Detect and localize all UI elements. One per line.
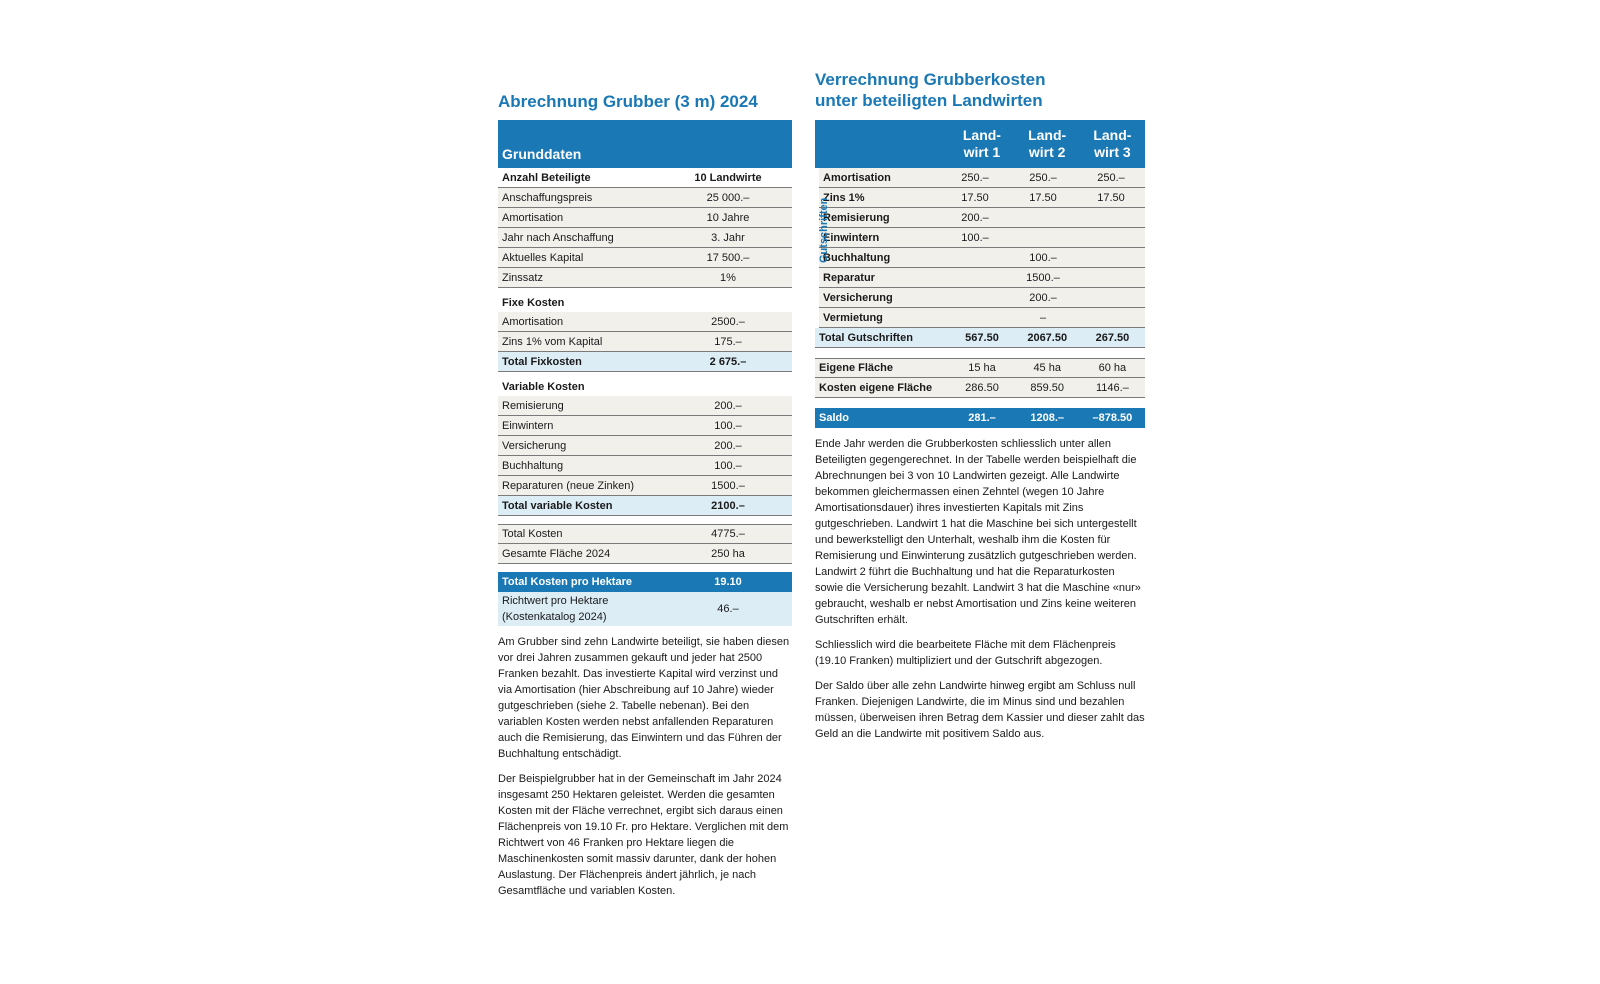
cost-table [498,120,792,908]
row-value: 100.– [714,419,742,432]
vertical-label: Gutschriften [818,197,830,263]
table-row [498,544,792,564]
row-label: Total variable Kosten [502,499,613,512]
column-header: Land- wirt 2 [1028,127,1067,160]
table-row [498,436,792,456]
richtwert-row [498,592,792,626]
table-row [498,188,792,208]
row-label: Buchhaltung [502,459,564,472]
right-title [815,69,1046,111]
left-paragraph-2: Der Beispielgrubber hat in der Gemeinschaft im Jahr 2024 insgesamt 250 Hektaren geleistet. Werden die gesamten Kosten mit der Fläche verrechnet, ergibt sich daraus einen Flächenpreis von 19.10 Fr. pro Hektare. Verglichen mit dem Richtwert von 46 Franken pro Hektare liegen die Maschinenkosten somit massiv darunter, dank der hohen Auslastung. Der Flächenpreis ändert jährlich, je nach Gesamtfläche und variablen Kosten. [498,773,789,897]
table-row: Zins 1% 17.50 17.50 17.50 [819,188,1145,208]
row-value: 2 675.– [709,355,747,368]
row-label: Amortisation [502,315,564,328]
table-row [498,416,792,436]
right-title-line1: Verrechnung Grubberkosten [815,70,1046,89]
section-title-fixe: Fixe Kosten [502,297,565,309]
right-paragraph-2: Schliesslich wird die bearbeitete Fläche mit dem Flächenpreis (19.10 Franken) multipliziert und der Gutschrift abgezogen. [815,639,1116,667]
table-row: Versicherung 200.– [819,288,1145,308]
row-label: Zins 1% vom Kapital [502,335,603,348]
row-value: 10 Landwirte [694,171,762,184]
credits-block [815,168,1145,328]
row-label: Total Kosten [502,528,563,540]
row-value: 19.10 [714,576,742,588]
table-row [498,476,792,496]
table-row: Vermietung – [819,308,1145,328]
table-row [498,312,792,332]
row-value: 100.– [714,459,742,472]
row-label: Gesamte Fläche 2024 [502,547,611,560]
hectare-total-row [498,572,792,592]
area-cost-row: Kosten eigene Fläche 286.50 859.50 1146.– [815,378,1145,398]
row-label: Total Fixkosten [502,355,582,368]
table-row [498,268,792,288]
row-label: Anzahl Beteiligte [502,171,591,184]
table-row [498,208,792,228]
table-row [498,524,792,544]
row-value: 46.– [717,603,739,615]
left-paragraph-1: Am Grubber sind zehn Landwirte beteiligt, sie haben diesen vor drei Jahren zusammen gekauft und jeder hat 2500 Franken bezahlt. Das investierte Kapital wird verzinst und via Amortisation (hier Abschreibung auf 10 Jahre) wieder gutgeschrieben (siehe 2. Tabelle nebenan). Bei den variablen Kosten werden nebst anfallenden Reparaturen auch die Remisierung, das Einwintern und das Führen der Buchhaltung entschädigt. [498,636,790,760]
right-title-line2: unter beteiligten Landwirten [815,91,1043,110]
section-title-variable: Variable Kosten [502,381,585,393]
row-value: 200.– [714,399,742,412]
row-label: Anschaffungspreis [502,191,593,204]
table-header [815,120,1145,168]
row-value: 1500.– [711,479,745,492]
saldo-row: Saldo 281.– 1208.– –878.50 [815,408,1145,428]
column-header: Land- wirt 1 [962,127,1001,160]
column-header: Land- wirt 3 [1093,127,1132,160]
row-label: Reparaturen (neue Zinken) [502,479,635,492]
table-row [498,456,792,476]
row-value: 3. Jahr [711,231,745,244]
table-row [498,168,792,188]
allocation-table [815,120,1145,751]
row-value: 175.– [714,335,742,348]
row-value: 25 000.– [706,191,750,204]
total-row [498,352,792,372]
table-row [498,248,792,268]
row-value: 10 Jahre [706,211,750,224]
row-value: 250 ha [711,547,745,560]
right-paragraph-1: Ende Jahr werden die Grubberkosten schliesslich unter allen Beteiligten gegengerechnet. In der Tabelle werden beispielhaft die Abrechnungen bei 3 von 10 Landwirten gezeigt. Alle Landwirte bekommen gleichermassen einen Zehntel (wegen 10 Jahre Amortisationsdauer) ihres investierten Kapitals mit Zins gutgeschrieben. Landwirt 1 hat die Maschine bei sich untergestellt und bewerkstelligt den Unterhalt, weshalb ihm die Kosten für Remisierung und Einwinterung zusätzlich gutgeschrieben werden. Landwirt 2 führt die Buchhaltung und hat die Reparaturkosten sowie die Versicherung bezahlt. Landwirt 3 hat die Maschine «nur» gebraucht, weshalb er nebst Amortisation und Zins keine weiteren Gutschriften erhält. [815,438,1141,626]
table-row: Reparatur 1500.– [819,268,1145,288]
area-row: Eigene Fläche 15 ha 45 ha 60 ha [815,358,1145,378]
row-value: 2100.– [711,499,745,512]
row-value: 17 500.– [706,251,750,264]
row-label: Total Kosten pro Hektare [502,576,632,588]
row-label: Einwintern [502,419,554,432]
total-credits-row: Total Gutschriften 567.50 2067.50 267.50 [815,328,1145,348]
left-title: Abrechnung Grubber (3 m) 2024 [498,92,758,111]
row-value: 4775.– [711,528,745,540]
table-row [498,396,792,416]
table-row: Einwintern 100.– [819,228,1145,248]
row-label: Aktuelles Kapital [502,251,584,264]
row-value: 2500.– [711,315,745,328]
row-value: 1% [720,271,736,284]
row-label: Versicherung [502,439,567,452]
table-row: Amortisation 250.– 250.– 250.– [819,168,1145,188]
table-row: Buchhaltung 100.– [819,248,1145,268]
row-label: Richtwert pro Hektare (Kostenkatalog 2024) [502,595,609,623]
total-row [498,496,792,516]
right-paragraph-3: Der Saldo über alle zehn Landwirte hinweg ergibt am Schluss null Franken. Diejenigen Landwirte, die im Minus sind und bezahlen müssen, überweisen ihren Betrag dem Kassier und dieser zahlt das Geld an die Landwirte mit positivem Saldo aus. [815,680,1145,740]
table-header: Grunddaten [498,120,792,168]
row-label: Zinssatz [502,271,543,284]
table-row: Remisierung 200.– [819,208,1145,228]
row-value: 200.– [714,439,742,452]
table-row [498,228,792,248]
row-label: Amortisation [502,211,564,224]
row-label: Jahr nach Anschaffung [502,231,614,244]
row-label: Remisierung [502,399,564,412]
table-row [498,332,792,352]
